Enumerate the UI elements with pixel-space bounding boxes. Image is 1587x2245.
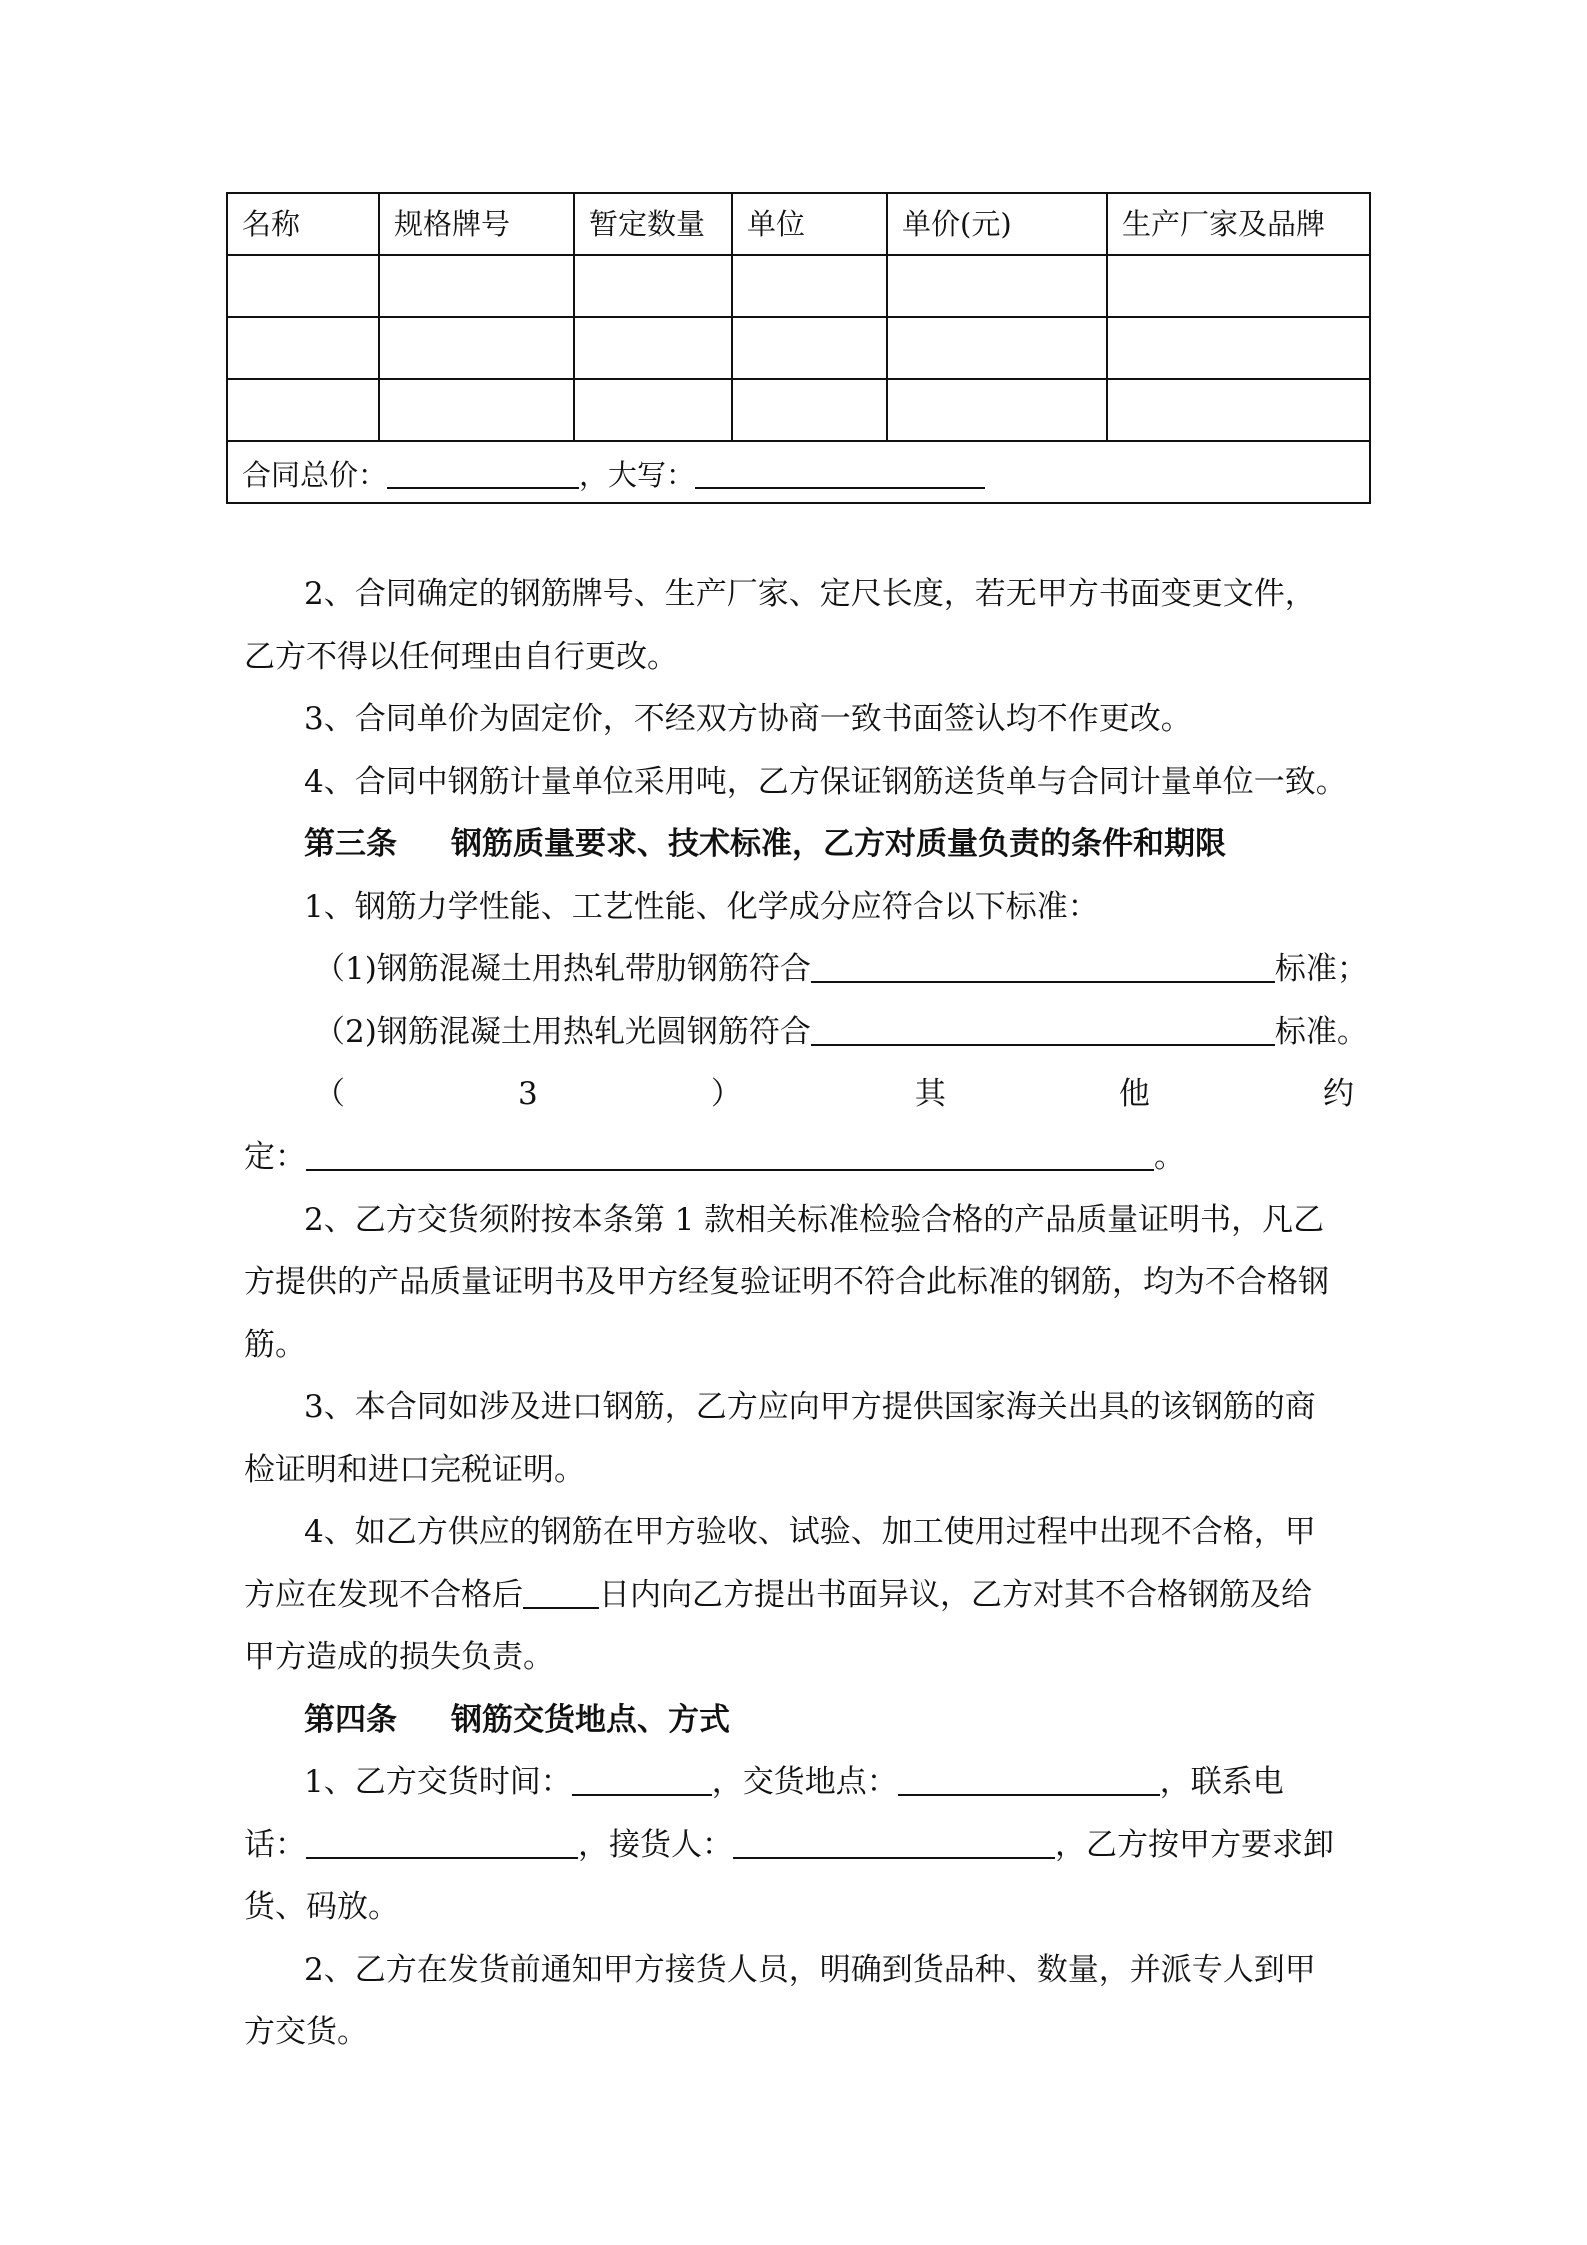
table-cell[interactable]	[887, 317, 1107, 379]
text: 1、乙方交货时间：	[304, 1764, 572, 1800]
text: ，接货人：	[578, 1827, 733, 1863]
clause-heading	[304, 1700, 730, 1740]
table-cell[interactable]	[379, 317, 574, 379]
paragraph	[244, 1137, 1185, 1177]
text: （1)钢筋混凝土用热轧带肋钢筋符合	[314, 951, 811, 987]
delivery-time-blank[interactable]	[572, 1766, 712, 1796]
table-cell[interactable]	[732, 317, 887, 379]
paragraph: 方交货。	[244, 2014, 368, 2050]
clause-title: 钢筋质量要求、技术标准，乙方对质量负责的条件和期限	[451, 826, 1226, 862]
text: 其	[914, 1076, 946, 1112]
text: （2)钢筋混凝土用热轧光圆钢筋符合	[314, 1014, 811, 1050]
paragraph: 2、乙方交货须附按本条第 1 款相关标准检验合格的产品质量证明书，凡乙	[304, 1202, 1325, 1238]
table-row	[227, 317, 1370, 379]
clause-title: 钢筋交货地点、方式	[451, 1702, 730, 1738]
paragraph: 4、合同中钢筋计量单位采用吨，乙方保证钢筋送货单与合同计量单位一致。	[304, 764, 1347, 800]
header-cell: 暂定数量	[574, 193, 732, 255]
text: ，交货地点：	[711, 1764, 898, 1800]
paragraph: 3、本合同如涉及进口钢筋，乙方应向甲方提供国家海关出具的该钢筋的商	[304, 1389, 1316, 1425]
standard-blank-1[interactable]	[811, 953, 1275, 983]
table-cell[interactable]	[574, 317, 732, 379]
paragraph	[314, 949, 1368, 989]
paragraph: 1、钢筋力学性能、工艺性能、化学成分应符合以下标准：	[304, 889, 1099, 925]
table-cell[interactable]	[732, 255, 887, 317]
text: 3	[518, 1076, 538, 1112]
clause-number: 第三条	[304, 826, 397, 862]
text: 约	[1322, 1076, 1354, 1112]
paragraph: 2、乙方在发货前通知甲方接货人员，明确到货品种、数量，并派专人到甲	[304, 1952, 1316, 1988]
table-cell[interactable]	[574, 379, 732, 441]
text: 定：	[244, 1139, 306, 1175]
paragraph: 甲方造成的损失负责。	[244, 1639, 554, 1675]
table-cell[interactable]	[227, 379, 379, 441]
standard-blank-2[interactable]	[811, 1016, 1275, 1046]
total-amount-blank[interactable]	[387, 459, 579, 489]
paragraph: 4、如乙方供应的钢筋在甲方验收、试验、加工使用过程中出现不合格，甲	[304, 1514, 1316, 1550]
phone-blank[interactable]	[306, 1829, 578, 1859]
paragraph	[244, 1825, 1334, 1865]
table-cell[interactable]	[379, 255, 574, 317]
table-cell[interactable]	[732, 379, 887, 441]
table-header-row	[227, 193, 1370, 255]
price-table	[226, 192, 1371, 504]
total-separator: ，大写：	[579, 457, 696, 492]
paragraph: 筋。	[244, 1327, 306, 1363]
total-label: 合同总价：	[242, 457, 388, 492]
total-row	[227, 441, 1370, 503]
text: ，乙方按甲方要求卸	[1055, 1827, 1334, 1863]
table-row	[227, 379, 1370, 441]
clause-number: 第四条	[304, 1702, 397, 1738]
table-cell[interactable]	[887, 379, 1107, 441]
days-blank[interactable]	[523, 1579, 599, 1609]
table-row	[227, 255, 1370, 317]
paragraph: 3、合同单价为固定价，不经双方协商一致书面签认均不作更改。	[304, 701, 1192, 737]
text: 方应在发现不合格后	[244, 1577, 523, 1613]
text: 。	[1154, 1139, 1185, 1175]
paragraph: 乙方不得以任何理由自行更改。	[244, 639, 678, 675]
other-terms-blank[interactable]	[306, 1141, 1154, 1171]
text: 标准；	[1274, 951, 1368, 987]
paragraph	[244, 1575, 1312, 1615]
header-cell: 生产厂家及品牌	[1107, 193, 1370, 255]
receiver-blank[interactable]	[733, 1829, 1055, 1859]
table-cell[interactable]	[1107, 255, 1370, 317]
header-cell: 单价(元)	[887, 193, 1107, 255]
text: ，联系电	[1159, 1764, 1284, 1800]
paragraph: 货、码放。	[244, 1889, 399, 1925]
total-cell	[227, 441, 1370, 503]
text: 他	[1118, 1076, 1150, 1112]
text: 标准。	[1274, 1014, 1368, 1050]
text: （	[314, 1076, 345, 1112]
header-cell: 名称	[227, 193, 379, 255]
paragraph	[304, 1762, 1284, 1802]
table-cell[interactable]	[887, 255, 1107, 317]
paragraph	[314, 1012, 1368, 1052]
table-cell[interactable]	[227, 255, 379, 317]
table-cell[interactable]	[227, 317, 379, 379]
table-cell[interactable]	[379, 379, 574, 441]
table-cell[interactable]	[574, 255, 732, 317]
delivery-place-blank[interactable]	[898, 1766, 1160, 1796]
paragraph: 检证明和进口完税证明。	[244, 1452, 585, 1488]
text: 日内向乙方提出书面异议，乙方对其不合格钢筋及给	[599, 1577, 1312, 1613]
paragraph: 方提供的产品质量证明书及甲方经复验证明不符合此标准的钢筋，均为不合格钢	[244, 1264, 1329, 1300]
paragraph	[314, 1074, 1354, 1114]
text: ）	[710, 1076, 742, 1112]
table-cell[interactable]	[1107, 379, 1370, 441]
table-cell[interactable]	[1107, 317, 1370, 379]
paragraph: 2、合同确定的钢筋牌号、生产厂家、定尺长度，若无甲方书面变更文件，	[304, 576, 1316, 612]
header-cell: 单位	[732, 193, 887, 255]
total-uppercase-blank[interactable]	[695, 459, 985, 489]
text: 话：	[244, 1827, 306, 1863]
clause-heading	[304, 824, 1226, 864]
header-cell: 规格牌号	[379, 193, 574, 255]
